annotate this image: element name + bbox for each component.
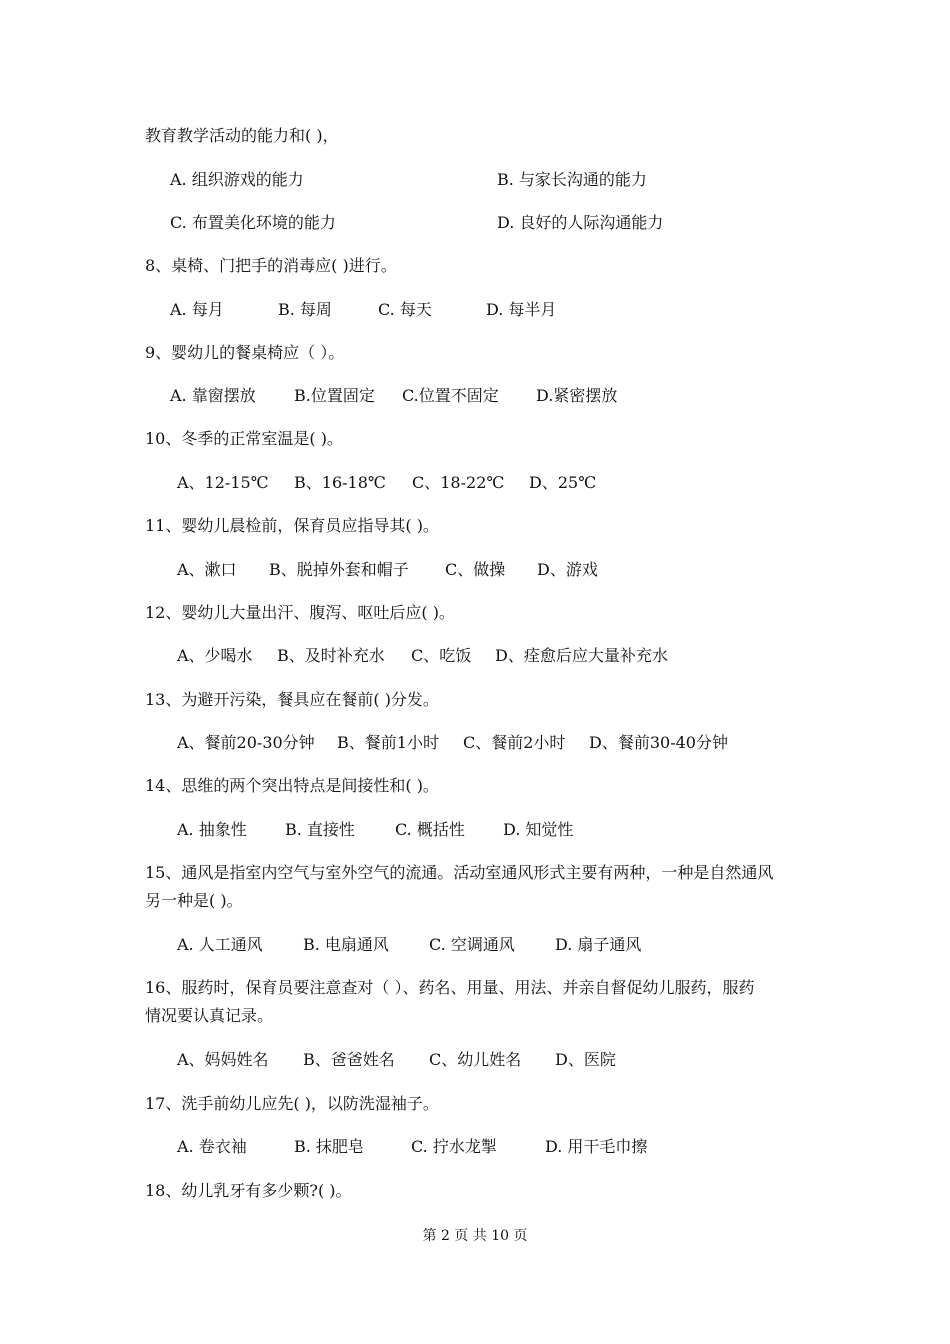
- option-a: A. 靠窗摆放: [170, 386, 256, 405]
- question-12-stem: 12、婴幼儿大量出汗、腹泻、呕吐后应( )。: [145, 603, 455, 622]
- question-17-options: [177, 1133, 647, 1161]
- question-7-option-b-wrap: [497, 166, 647, 194]
- option-c: C. 布置美化环境的能力: [170, 213, 336, 232]
- question-15-stem-line-1: 15、通风是指室内空气与室外空气的流通。活动室通风形式主要有两种，一种是自然通风: [145, 863, 774, 882]
- question-7-options-row-2: [170, 209, 336, 237]
- question-16-stem-line-2: 情况要认真记录。: [145, 1006, 274, 1025]
- option-b: B. 每周: [278, 300, 332, 319]
- option-d: D. 每半月: [486, 300, 557, 319]
- question-15-options: [177, 931, 641, 959]
- option-c: C. 空调通风: [429, 935, 515, 954]
- option-b: B. 电扇通风: [303, 935, 389, 954]
- option-d: D、游戏: [537, 560, 598, 579]
- question-11-stem: 11、婴幼儿晨检前，保育员应指导其( )。: [145, 516, 439, 535]
- option-c: C、餐前2小时: [463, 733, 566, 752]
- option-c: C.位置不固定: [402, 386, 499, 405]
- option-d: D. 良好的人际沟通能力: [497, 213, 664, 232]
- option-c: C. 概括性: [395, 820, 465, 839]
- option-b: B、及时补充水: [277, 646, 385, 665]
- question-9-options: [170, 382, 617, 410]
- question-14-stem: 14、思维的两个突出特点是间接性和( )。: [145, 776, 439, 795]
- option-c: C、吃饭: [411, 646, 472, 665]
- option-a: A、餐前20-30分钟: [177, 733, 315, 752]
- option-a: A. 组织游戏的能力: [170, 170, 304, 189]
- question-7-options-row-1: [170, 166, 304, 194]
- option-c: C. 每天: [378, 300, 432, 319]
- question-17-stem: 17、洗手前幼儿应先( )，以防洗湿袖子。: [145, 1094, 439, 1113]
- option-d: D.紧密摆放: [536, 386, 618, 405]
- option-d: D、餐前30-40分钟: [589, 733, 728, 752]
- question-12-options: [177, 642, 668, 670]
- question-7-option-d-wrap: [497, 209, 663, 237]
- option-b: B、脱掉外套和帽子: [269, 560, 409, 579]
- question-10-stem: 10、冬季的正常室温是( )。: [145, 429, 343, 448]
- option-d: D. 扇子通风: [555, 935, 642, 954]
- question-14-options: [177, 816, 573, 844]
- question-18-stem: 18、幼儿乳牙有多少颗?( )。: [145, 1181, 352, 1200]
- option-a: A、妈妈姓名: [177, 1050, 269, 1069]
- option-b: B. 直接性: [285, 820, 355, 839]
- question-8-options: [170, 296, 556, 324]
- option-b: B.位置固定: [294, 386, 375, 405]
- page-number-footer: 第 2 页 共 10 页: [422, 1228, 528, 1244]
- option-a: A、12-15℃: [177, 473, 269, 492]
- question-16-options: [177, 1046, 616, 1074]
- option-c: C. 拧水龙掣: [411, 1137, 497, 1156]
- option-a: A、漱口: [177, 560, 237, 579]
- question-16-stem-line-1: 16、服药时，保育员要注意查对（ ）、药名、用量、用法、并亲自督促幼儿服药，服药: [145, 978, 755, 997]
- question-10-options: [177, 469, 596, 497]
- option-a: A. 抽象性: [177, 820, 247, 839]
- option-d: D、25℃: [529, 473, 597, 492]
- question-7-continuation: 教育教学活动的能力和( )，: [145, 126, 339, 145]
- question-9-stem: 9、婴幼儿的餐桌椅应（ ）。: [145, 343, 345, 362]
- option-c: C、幼儿姓名: [429, 1050, 522, 1069]
- option-d: D、医院: [555, 1050, 616, 1069]
- question-13-options: [177, 729, 728, 757]
- option-c: C、做操: [445, 560, 506, 579]
- option-a: A. 卷衣袖: [177, 1137, 247, 1156]
- question-8-stem: 8、桌椅、门把手的消毒应( )进行。: [145, 256, 397, 275]
- question-13-stem: 13、为避开污染，餐具应在餐前( )分发。: [145, 690, 439, 709]
- option-d: D、痊愈后应大量补充水: [495, 646, 668, 665]
- question-15-stem-line-2: 另一种是( )。: [145, 891, 243, 910]
- option-b: B. 抹肥皂: [294, 1137, 364, 1156]
- option-b: B、16-18℃: [294, 473, 386, 492]
- option-a: A、少喝水: [177, 646, 253, 665]
- option-d: D. 知觉性: [503, 820, 574, 839]
- option-b: B、爸爸姓名: [303, 1050, 395, 1069]
- option-b: B、餐前1小时: [337, 733, 439, 752]
- option-c: C、18-22℃: [412, 473, 505, 492]
- option-a: A. 每月: [170, 300, 224, 319]
- option-d: D. 用干毛巾擦: [545, 1137, 648, 1156]
- option-b: B. 与家长沟通的能力: [497, 170, 647, 189]
- option-a: A. 人工通风: [177, 935, 263, 954]
- question-11-options: [177, 556, 598, 584]
